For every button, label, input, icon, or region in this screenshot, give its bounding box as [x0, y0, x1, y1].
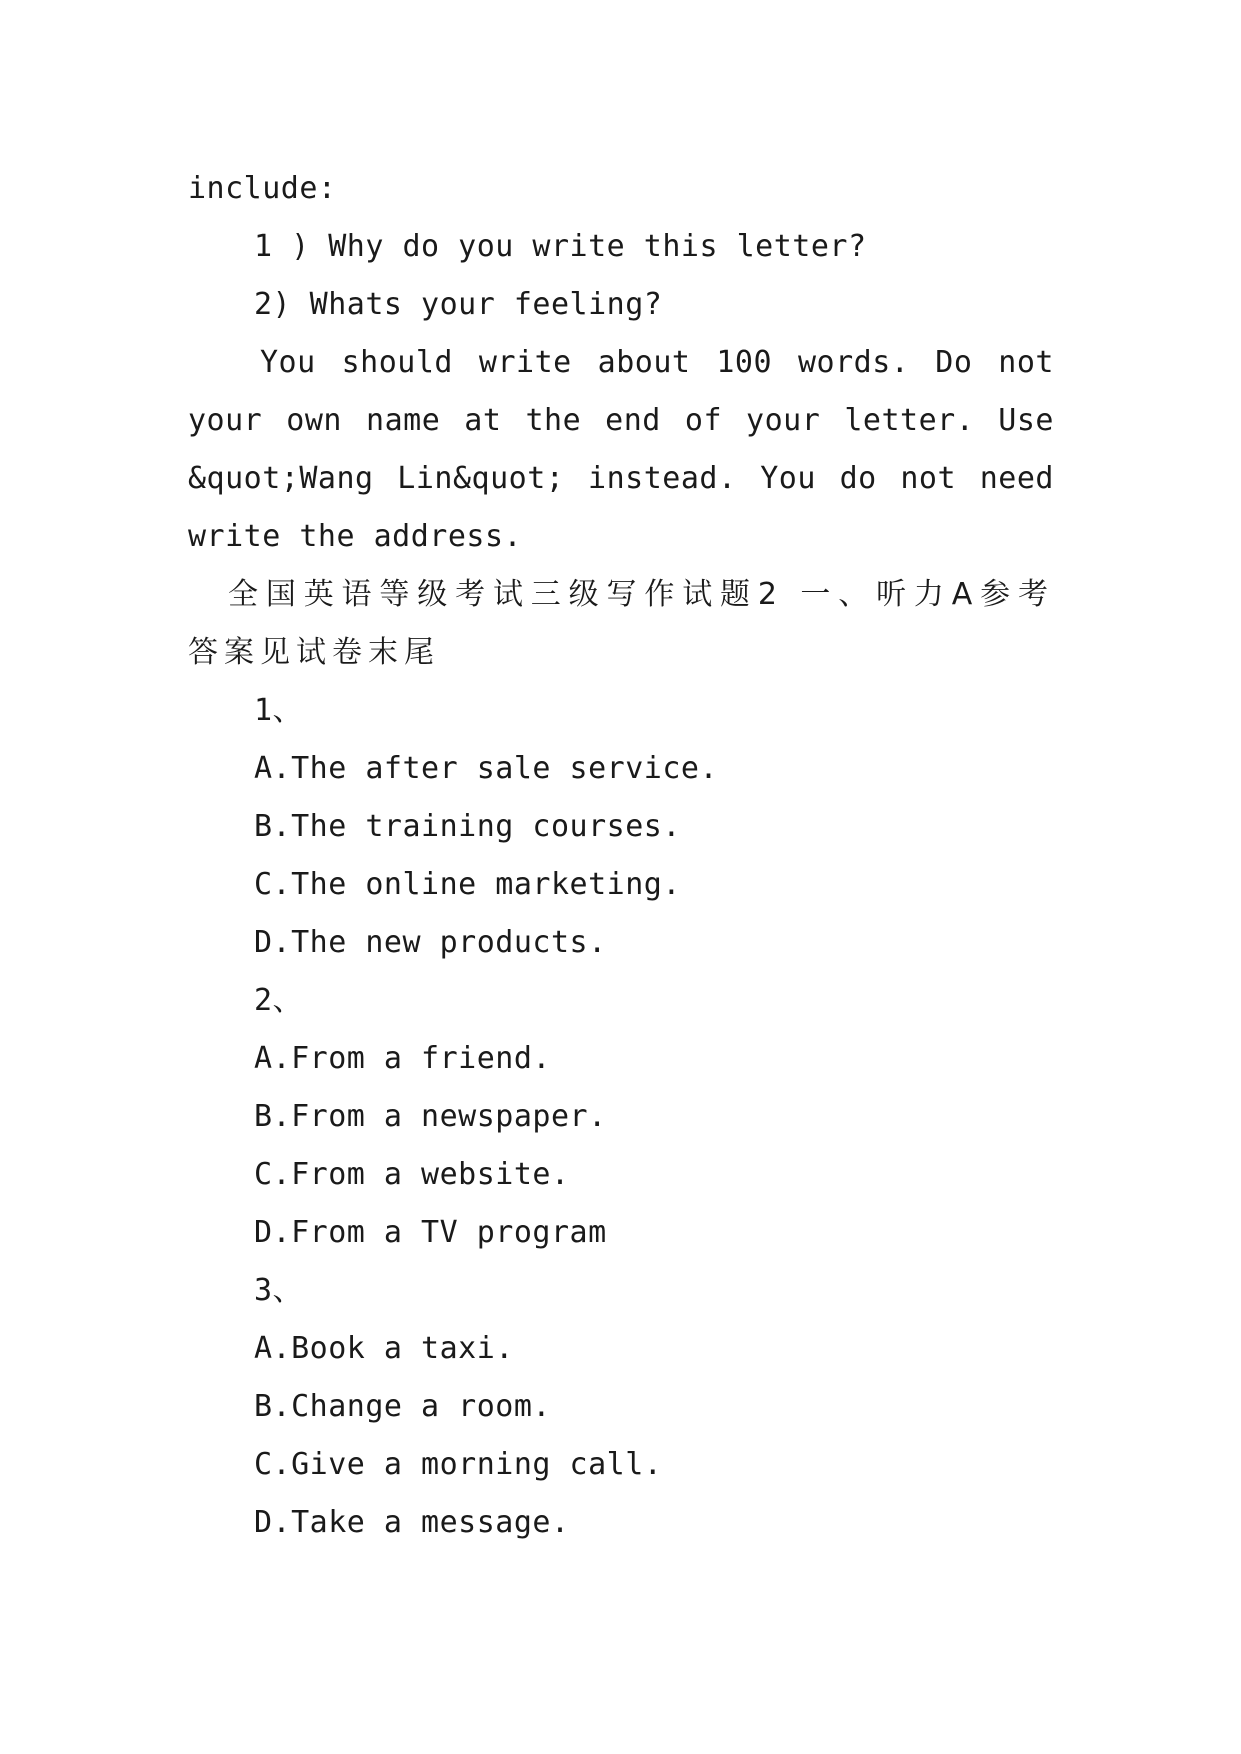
question-block-3: [188, 1262, 1054, 1552]
instructions-line-1: You should write about 100 words. Do not: [260, 345, 1054, 380]
question-prompt-1: 1 ) Why do you write this letter?: [254, 229, 867, 264]
option-b: B.Change a room.: [254, 1389, 551, 1424]
instructions-line-4: write the address.: [188, 519, 523, 554]
option-c: C.From a website.: [254, 1157, 570, 1192]
text-line-include: include:: [188, 171, 337, 206]
document-page: [188, 160, 1054, 1552]
question-number: 1、: [254, 693, 304, 728]
section-title-line-2: 答案见试卷末尾: [188, 635, 440, 670]
option-d: D.Take a message.: [254, 1505, 570, 1540]
question-number: 3、: [254, 1273, 304, 1308]
option-a: A.The after sale service.: [254, 751, 719, 786]
instructions-line-3: &quot;Wang Lin&quot; instead. You do not need: [188, 461, 1054, 496]
instructions-paragraph: [188, 334, 1054, 566]
option-b: B.From a newspaper.: [254, 1099, 607, 1134]
question-number: 2、: [254, 983, 304, 1018]
question-block-1: [188, 682, 1054, 972]
section-title-line-1: 全国英语等级考试三级写作试题2 一、听力A参考: [228, 577, 1054, 612]
option-c: C.Give a morning call.: [254, 1447, 663, 1482]
section-title: [188, 566, 1054, 682]
option-b: B.The training courses.: [254, 809, 681, 844]
question-block-2: [188, 972, 1054, 1262]
option-d: D.The new products.: [254, 925, 607, 960]
instructions-line-2: your own name at the end of your letter. Use: [188, 403, 1054, 438]
option-c: C.The online marketing.: [254, 867, 681, 902]
option-a: A.Book a taxi.: [254, 1331, 514, 1366]
option-d: D.From a TV program: [254, 1215, 607, 1250]
question-prompt-2: 2) Whats your feeling?: [254, 287, 663, 322]
option-a: A.From a friend.: [254, 1041, 551, 1076]
